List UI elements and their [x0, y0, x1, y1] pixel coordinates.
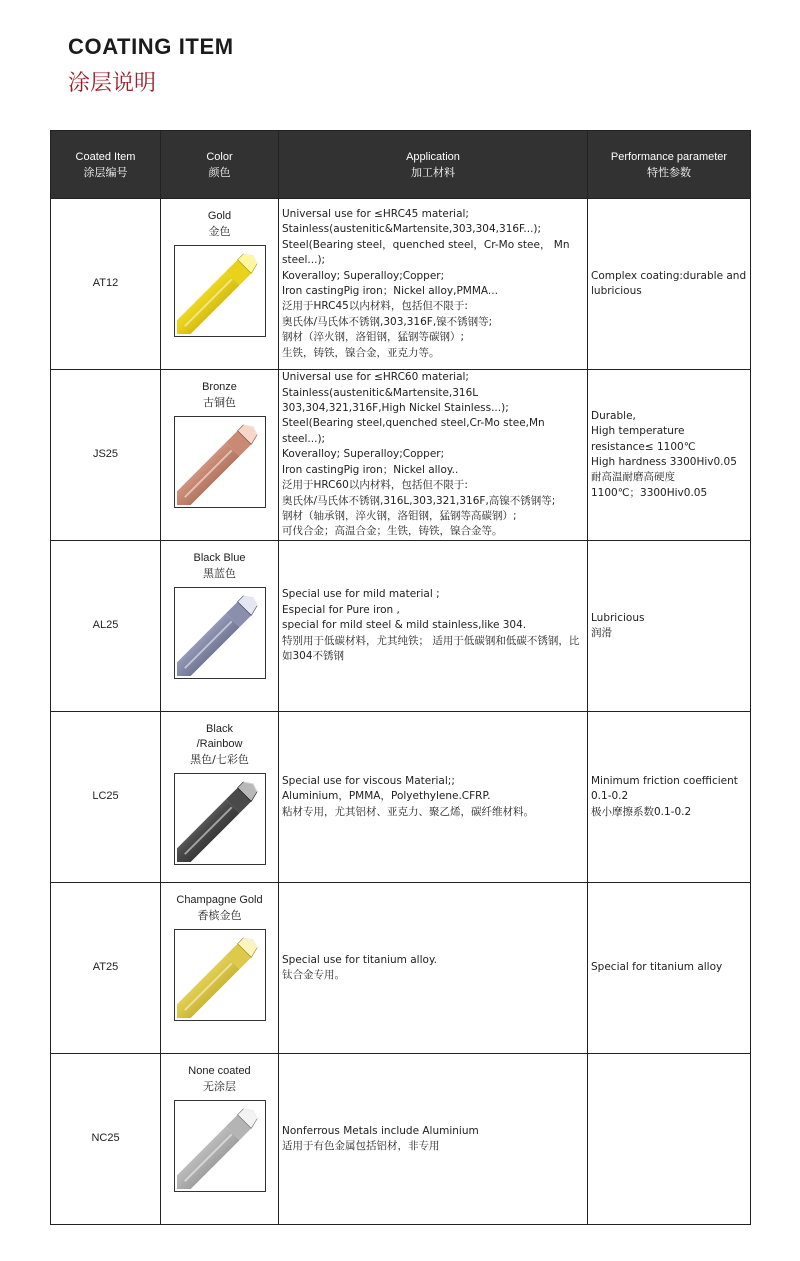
- tool-image: [174, 773, 266, 865]
- coating-color-cell: [161, 370, 279, 541]
- table-row: [51, 199, 751, 370]
- performance-line: Lubricious: [591, 611, 645, 624]
- application-cell: [279, 541, 588, 712]
- application-line: Iron castingPig iron；Nickel alloy..: [282, 463, 459, 476]
- tool-image: [174, 1100, 266, 1192]
- coating-color-cell: [161, 199, 279, 370]
- tool-image: [174, 929, 266, 1021]
- application-line: 可伐合金；高温合金；生铁，铸铁，镍合金等。: [282, 525, 503, 538]
- application-line: 泛用于HRC60以内材料，包括但不限于:: [282, 479, 468, 492]
- color-name-line: None coated: [188, 1065, 251, 1077]
- coating-code: LC25: [51, 712, 161, 883]
- color-name-line: 香槟金色: [197, 909, 242, 922]
- application-line: 奥氏体/马氏体不锈钢,316L,303,321,316F,高镍不锈钢等;: [282, 494, 556, 507]
- application-line: Koveralloy; Superalloy;Copper;: [282, 269, 445, 282]
- coating-code: NC25: [51, 1054, 161, 1225]
- application-line: Universal use for ≤HRC45 material;: [282, 207, 469, 220]
- application-line: Special use for titanium alloy.: [282, 953, 437, 966]
- tool-bit-icon: [175, 417, 265, 507]
- coating-code: AL25: [51, 541, 161, 712]
- color-name-line: 黑蓝色: [203, 567, 236, 580]
- header-color-cn: 颜色: [208, 165, 231, 179]
- header-coated-item: [51, 131, 161, 199]
- header-application-en: Application: [406, 150, 460, 163]
- application-line: 特别用于低碳材料，尤其纯铁； 适用于低碳钢和低碳不锈钢，比如304不锈钢: [282, 634, 580, 663]
- application-line: 钛合金专用。: [282, 969, 345, 981]
- header-application: [279, 131, 588, 199]
- color-name-line: Bronze: [202, 381, 237, 393]
- performance-line: Durable,: [591, 409, 636, 422]
- coating-color-cell: [161, 712, 279, 883]
- header-coated-item-en: Coated Item: [75, 150, 136, 163]
- header-performance: [588, 131, 751, 199]
- application-line: 粘材专用，尤其铝材、亚克力、聚乙烯，碳纤维材料。: [282, 805, 534, 818]
- coating-color-cell: [161, 541, 279, 712]
- performance-cell: [588, 1054, 751, 1225]
- table-row: [51, 1054, 751, 1225]
- table-row: [51, 883, 751, 1054]
- performance-line: 润滑: [591, 627, 612, 639]
- page-title-en: COATING ITEM: [68, 34, 234, 59]
- coating-color-cell: [161, 1054, 279, 1225]
- color-name-line: Black: [206, 723, 233, 735]
- coating-color-cell: [161, 883, 279, 1054]
- performance-line: High temperature resistance≤ 1100℃: [591, 425, 696, 453]
- tool-image: [174, 416, 266, 508]
- performance-line: 1100℃；3300Hiv0.05: [591, 486, 708, 499]
- header-color-en: Color: [206, 150, 233, 163]
- performance-line: High hardness 3300Hiv0.05: [591, 456, 737, 468]
- color-name-line: Champagne Gold: [176, 894, 263, 906]
- application-line: 生铁，铸铁，镍合金，亚克力等。: [282, 346, 440, 359]
- application-line: Especial for Pure iron ,: [282, 603, 400, 616]
- application-cell: [279, 883, 588, 1054]
- table-row: [51, 541, 751, 712]
- header-color: [161, 131, 279, 199]
- application-line: 适用于有色金属包括铝材，非专用: [282, 1140, 440, 1152]
- performance-cell: [588, 199, 751, 370]
- tool-bit-icon: [175, 246, 265, 336]
- application-line: 钢材（淬火钢，洛钼钢，猛钢等碳钢）;: [282, 331, 465, 344]
- performance-cell: [588, 541, 751, 712]
- coating-code: JS25: [51, 370, 161, 541]
- application-line: 奥氏体/马氏体不锈钢,303,316F,镍不锈钢等;: [282, 315, 493, 328]
- application-line: Universal use for ≤HRC60 material;: [282, 371, 469, 384]
- application-line: Steel(Bearing steel，quenched steel，Cr-Mo stee， Mn steel...);: [282, 238, 570, 267]
- tool-bit-icon: [175, 588, 265, 678]
- color-name-line: 黑色/七彩色: [190, 753, 249, 766]
- application-line: 钢材（轴承钢，淬火钢，洛钼钢，猛钢等高碳钢）;: [282, 509, 517, 522]
- table-row: [51, 712, 751, 883]
- application-line: Koveralloy; Superalloy;Copper;: [282, 448, 445, 461]
- application-line: Nonferrous Metals include Aluminium: [282, 1124, 479, 1137]
- application-line: Stainless(austenitic&Martensite,316L 303,304,321,316F,High Nickel Stainless...);: [282, 386, 509, 415]
- color-name-line: 无涂层: [203, 1080, 236, 1093]
- coating-code: AT12: [51, 199, 161, 370]
- table-row: [51, 370, 751, 541]
- performance-cell: [588, 883, 751, 1054]
- tool-bit-icon: [175, 1101, 265, 1191]
- application-line: special for mild steel & mild stainless,like 304.: [282, 619, 527, 632]
- application-cell: [279, 199, 588, 370]
- tool-bit-icon: [175, 774, 265, 864]
- application-line: Special use for mild material ;: [282, 588, 440, 601]
- application-line: Iron castingPig iron；Nickel alloy,PMMA...: [282, 285, 498, 297]
- application-line: 泛用于HRC45以内材料，包括但不限于:: [282, 300, 468, 313]
- performance-line: Special for titanium alloy: [591, 961, 723, 974]
- application-line: Aluminium，PMMA，Polyethylene.CFRP.: [282, 790, 491, 803]
- performance-line: Complex coating:durable and lubricious: [591, 269, 747, 297]
- application-cell: [279, 1054, 588, 1225]
- application-cell: [279, 712, 588, 883]
- table-header: [51, 131, 751, 199]
- coating-table: [50, 130, 751, 1225]
- color-name-line: /Rainbow: [196, 738, 243, 750]
- header-application-cn: 加工材料: [411, 165, 455, 179]
- color-name-line: 古铜色: [203, 396, 236, 409]
- header-performance-en: Performance parameter: [610, 150, 728, 163]
- tool-bit-icon: [175, 930, 265, 1020]
- application-line: Special use for viscous Material;;: [282, 774, 455, 787]
- tool-image: [174, 245, 266, 337]
- color-name-line: Black Blue: [193, 552, 246, 564]
- color-name-line: Gold: [207, 210, 232, 222]
- performance-line: Minimum friction coefficient 0.1-0.2: [591, 774, 738, 803]
- coating-code: AT25: [51, 883, 161, 1054]
- performance-cell: [588, 712, 751, 883]
- application-line: Steel(Bearing steel,quenched steel,Cr-Mo stee,Mn steel...);: [282, 417, 545, 445]
- performance-line: 极小摩擦系数0.1-0.2: [591, 805, 692, 818]
- color-name-line: 金色: [208, 225, 231, 238]
- application-line: Stainless(austenitic&Martensite,303,304,316F...);: [282, 223, 542, 236]
- performance-cell: [588, 370, 751, 541]
- header-performance-cn: 特性参数: [647, 165, 691, 179]
- application-cell: [279, 370, 588, 541]
- tool-image: [174, 587, 266, 679]
- performance-line: 耐高温耐磨高硬度: [591, 471, 675, 484]
- header-coated-item-cn: 涂层编号: [83, 165, 128, 179]
- page-title-cn: 涂层说明: [68, 71, 157, 96]
- table-body: [51, 199, 751, 1225]
